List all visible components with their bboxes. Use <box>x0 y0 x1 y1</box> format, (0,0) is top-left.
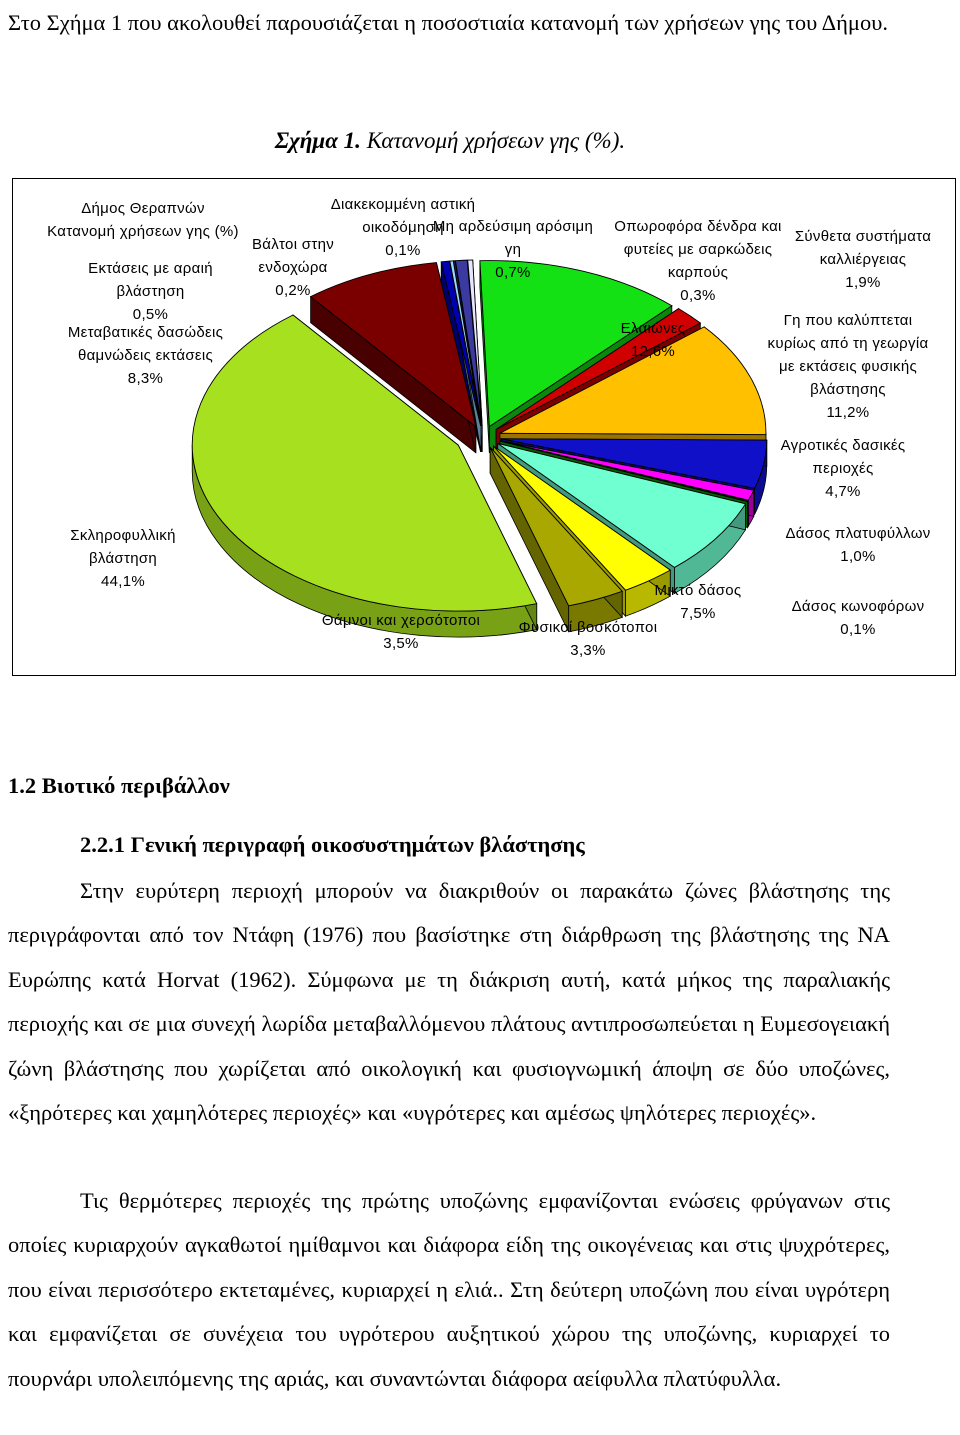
body-paragraph-2: Τις θερμότερες περιοχές της πρώτης υποζώνης εμφανίζονται ενώσεις φρύγανων στις οποίες κυριαρχούν αγκαθωτοί ημίθαμνοι και διάφορα είδη της οικογένειας και στις ψυχρότερες, που είναι περισσότερο εκτεταμένες, κυριαρχεί η ελιά.. Στη δεύτερη υποζώνη που είναι υγρότερη και εμφανίζεται σε συνέχεια του υγρότερου αυξητικού χώρου της υποζώνης, κυριαρχεί το πουρνάρι υπολειπόμενης της αριάς, και συναντώνται διάφορα αείφυλλα πλατύφυλλα. <box>8 1188 890 1391</box>
slice-label-15: Βάλτοι στην ενδοχώρα 0,2% <box>251 236 335 299</box>
slice-label-12: Σκληροφυλλική βλάστηση 44,1% <box>70 527 176 590</box>
slice-label-0: Διακεκομμένη αστική οικοδόμηση 0,1% <box>330 196 476 259</box>
slice-label-5: Γη που καλύπτεται κυρίως από τη γεωργία με εκτάσεις φυσικής βλάστησης 11,2% <box>767 312 929 421</box>
intro-paragraph: Στο Σχήμα 1 που ακολουθεί παρουσιάζεται η ποσοστιαία κατανομή των χρήσεων γης του Δήμου. <box>8 10 888 35</box>
slice-label-4: Σύνθετα συστήματα καλλιέργειας 1,9% <box>794 228 932 291</box>
figure-caption-text: Κατανομή χρήσεων γης (%). <box>366 128 626 153</box>
slice-label-10: Φυσικοί βοσκότοποι 3,3% <box>518 619 658 659</box>
slice-label-14: Εκτάσεις με αραιή βλάστηση 0,5% <box>88 260 213 323</box>
slice-label-6: Αγροτικές δασικές περιοχές 4,7% <box>780 437 906 500</box>
slice-label-7: Δάσος πλατυφύλλων 1,0% <box>785 525 931 565</box>
slice-label-8: Δάσος κωνοφόρων 0,1% <box>791 598 925 638</box>
slice-label-1: Μη αρδεύσιμη αρόσιμη γη 0,7% <box>432 218 594 281</box>
slice-label-11: Θάμνοι και χερσότοποι 3,5% <box>321 612 481 652</box>
slice-label-3: Ελαιώνες 12,6% <box>620 320 686 360</box>
pie-chart-area <box>12 178 956 676</box>
slice-label-13: Μεταβατικές δασώδεις θαμνώδεις εκτάσεις 8,3% <box>67 324 224 387</box>
chart-title: Δήμος Θεραπνών Κατανομή χρήσεων γης (%) <box>47 200 239 240</box>
subsection-heading: 2.2.1 Γενική περιγραφή οικοσυστημάτων βλάστησης <box>80 832 585 857</box>
slice-label-9: Μικτό δάσος 7,5% <box>654 582 742 622</box>
body-paragraph-1: Στην ευρύτερη περιοχή μπορούν να διακριθούν οι παρακάτω ζώνες βλάστησης της περιγράφονται από τον Ντάφη (1976) που βασίστηκε στη διάρθρωση της βλάστησης της ΝΑ Ευρώπης κατά Horvat (1962). Σύμφωνα με τη διάκριση αυτή, κατά μήκος της παραλιακής περιοχής και σε μια συνεχή λωρίδα μεταβαλλόμενου πλάτους αντιπροσωπεύεται η Ευμεσογειακή ζώνη βλάστησης που χωρίζεται από οικολογική και φυσιογνωμική άποψη σε δύο υποζώνες, «ξηρότερες και χαμηλότερες περιοχές» και «υγρότερες και αμέσως ψηλότερες περιοχές». <box>8 878 890 1126</box>
slice-label-2: Οπωροφόρα δένδρα και φυτείες με σαρκώδεις καρπούς 0,3% <box>614 218 782 304</box>
figure-caption-label: Σχήμα 1. <box>274 128 361 153</box>
section-heading: 1.2 Βιοτικό περιβάλλον <box>8 773 230 798</box>
figure-caption <box>0 128 900 154</box>
